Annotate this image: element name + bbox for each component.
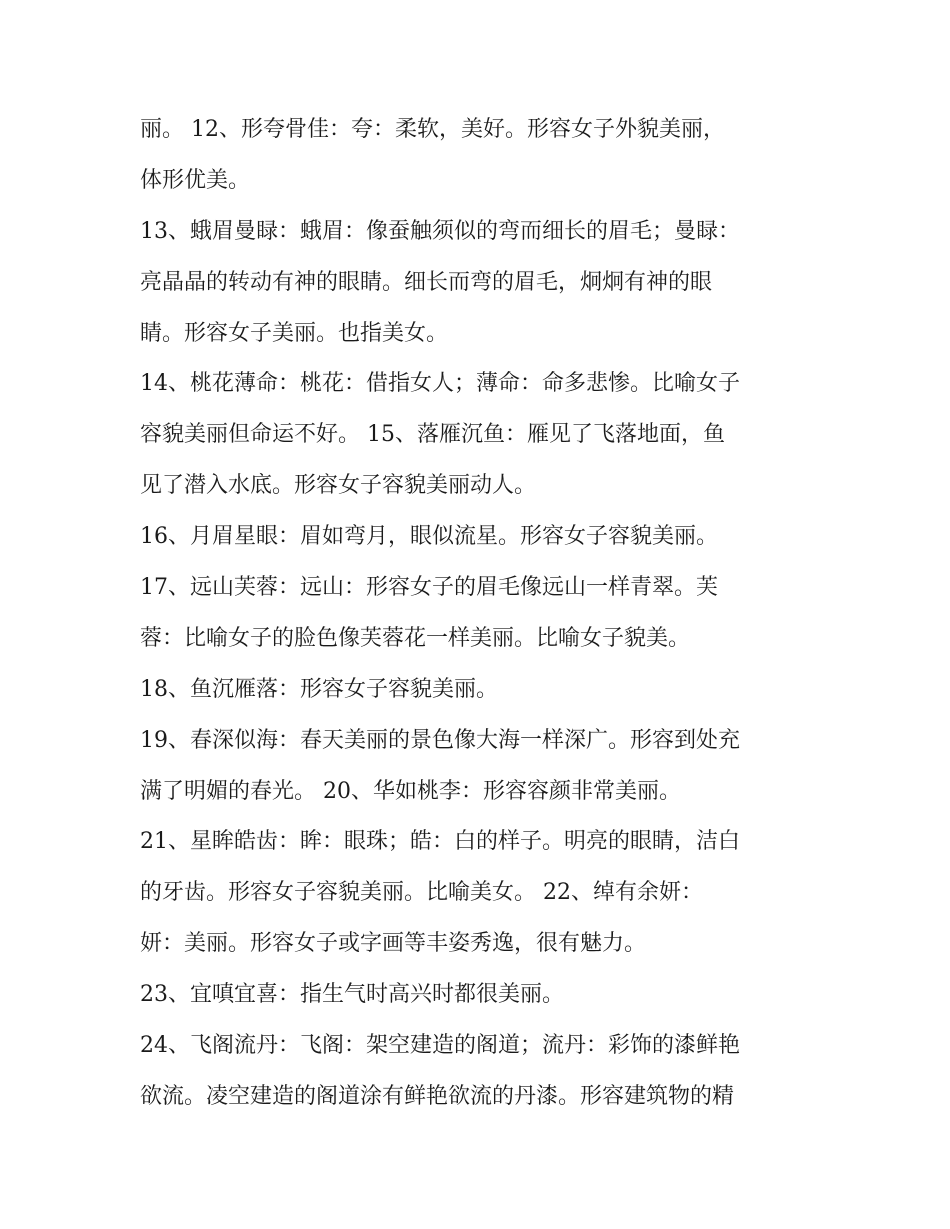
text-line: 21、星眸皓齿：眸：眼珠；皓：白的样子。明亮的眼睛，洁白: [140, 829, 740, 855]
text-line: 18、鱼沉雁落：形容女子容貌美丽。: [140, 676, 498, 702]
text-line: 亮晶晶的转动有神的眼睛。细长而弯的眉毛，炯炯有神的眼: [140, 269, 713, 295]
text-line: 19、春深似海：春天美丽的景色像大海一样深广。形容到处充: [140, 727, 740, 753]
text-line: 13、蛾眉曼睩：蛾眉：像蚕触须似的弯而细长的眉毛；曼睩：: [140, 218, 740, 244]
text-line: 16、月眉星眼：眉如弯月，眼似流星。形容女子容貌美丽。: [140, 524, 718, 550]
text-line: 丽。 12、形夸骨佳：夸：柔软，美好。形容女子外貌美丽，: [140, 117, 725, 142]
text-line: 14、桃花薄命：桃花：借指女人；薄命：命多悲惨。比喻女子: [140, 371, 740, 397]
text-line: 23、宜嗔宜喜：指生气时高兴时都很美丽。: [140, 982, 564, 1008]
text-line: 的牙齿。形容女子容貌美丽。比喻美女。 22、绰有余妍：: [140, 880, 703, 906]
document-body: [140, 105, 830, 1123]
text-line: 妍：美丽。形容女子或字画等丰姿秀逸，很有魅力。: [140, 931, 647, 957]
text-line: 体形优美。: [140, 167, 251, 193]
text-line: 见了潜入水底。形容女子容貌美丽动人。: [140, 473, 537, 499]
text-line: 容貌美丽但命运不好。 15、落雁沉鱼：雁见了飞落地面，鱼: [140, 422, 725, 448]
text-line: 24、飞阁流丹：飞阁：架空建造的阁道；流丹：彩饰的漆鲜艳: [140, 1033, 740, 1059]
text-line: 17、远山芙蓉：远山：形容女子的眉毛像远山一样青翠。芙: [140, 575, 718, 601]
text-line: 蓉：比喻女子的脸色像芙蓉花一样美丽。比喻女子貌美。: [140, 625, 691, 651]
text-line: 睛。形容女子美丽。也指美女。: [140, 320, 449, 346]
text-line: 满了明媚的春光。 20、华如桃李：形容容颜非常美丽。: [140, 778, 681, 804]
text-line: 欲流。凌空建造的阁道涂有鲜艳欲流的丹漆。形容建筑物的精: [140, 1083, 735, 1109]
